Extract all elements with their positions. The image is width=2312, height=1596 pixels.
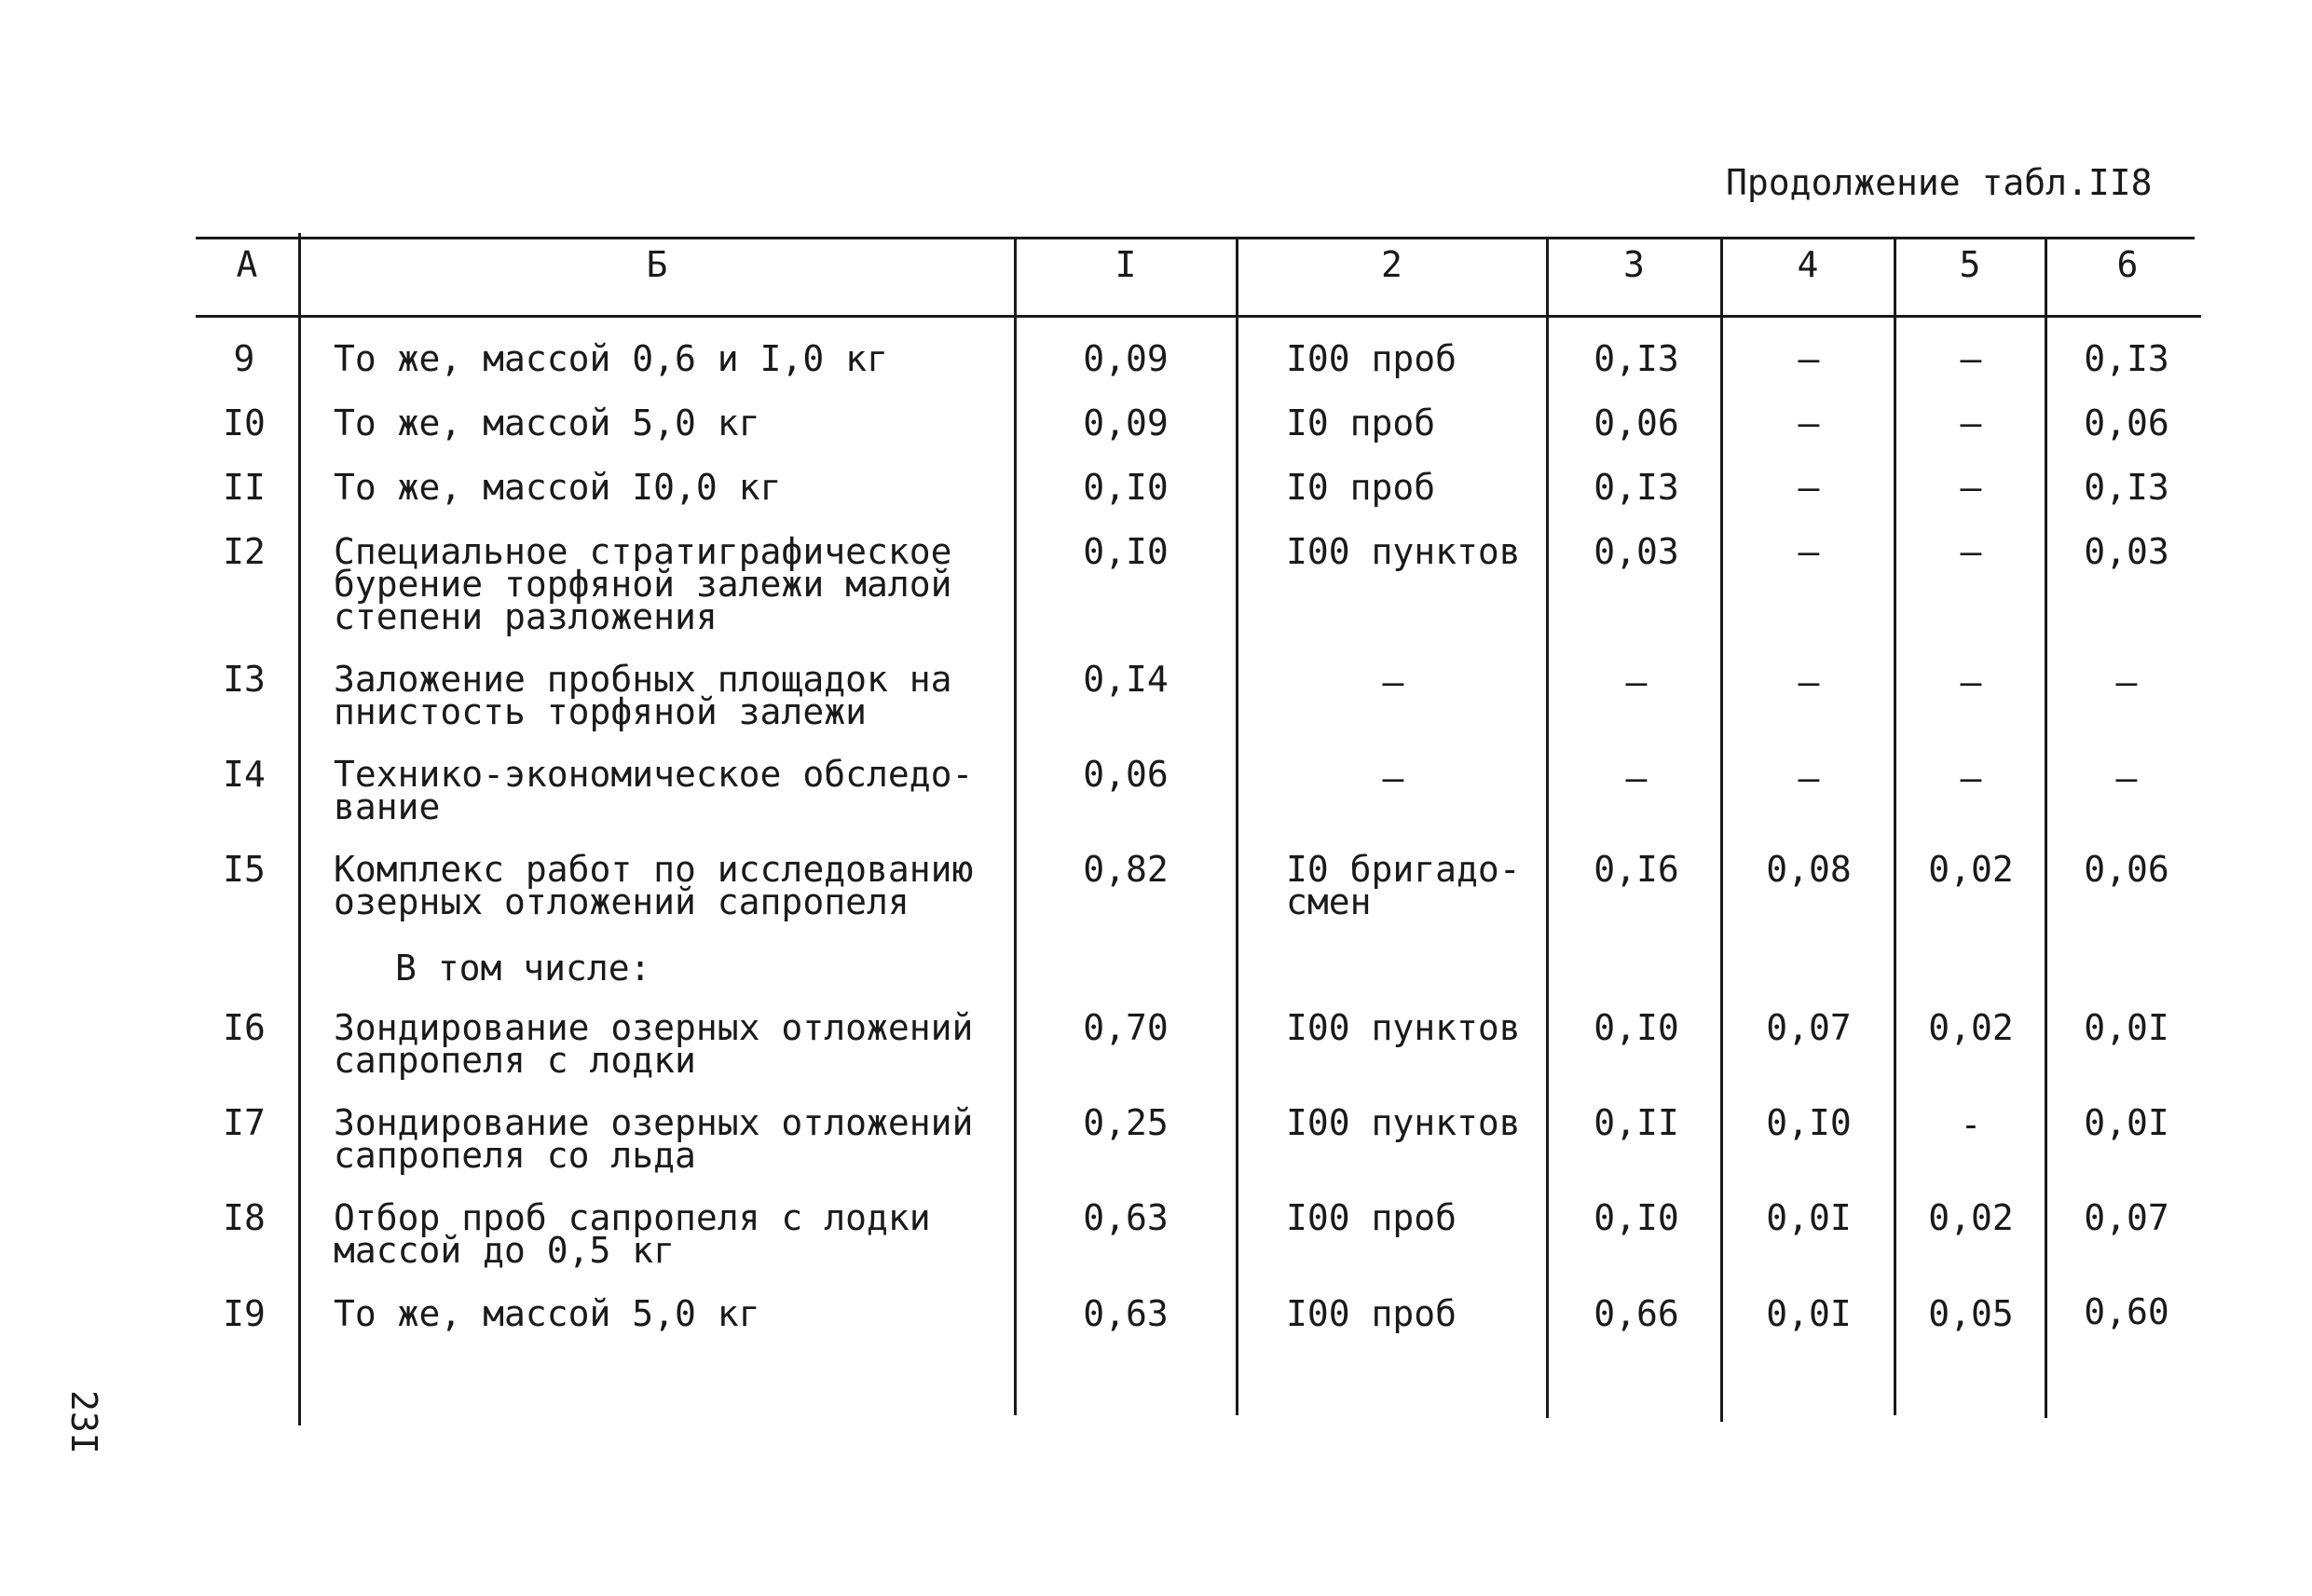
value-col-1: 0,63 bbox=[1083, 1197, 1169, 1238]
row-number: I3 bbox=[223, 659, 266, 700]
column-divider bbox=[1236, 237, 1238, 1415]
column-divider bbox=[1014, 237, 1017, 1415]
work-description: То же, массой 5,0 кг bbox=[334, 1293, 760, 1334]
header-cell: I bbox=[1115, 244, 1137, 285]
column-divider bbox=[1546, 237, 1549, 1418]
value-col-5: 0,02 bbox=[1928, 1197, 2014, 1238]
value-col-3: 0,I3 bbox=[1594, 467, 1679, 508]
value-col-3: 0,I0 bbox=[1594, 1007, 1679, 1048]
value-col-5: 0,02 bbox=[1928, 849, 2014, 890]
value-col-1: 0,82 bbox=[1083, 849, 1169, 890]
header-cell: А bbox=[236, 244, 258, 285]
value-col-3: 0,66 bbox=[1594, 1293, 1679, 1334]
row-number: I0 bbox=[223, 402, 266, 443]
work-description: То же, массой I0,0 кг bbox=[334, 467, 782, 508]
work-description: Специальное стратиграфическое бурение торфяной залежи малой степени разложения bbox=[334, 531, 952, 637]
unit-col-2: I00 пунктов bbox=[1286, 1102, 1521, 1143]
value-col-6: 0,06 bbox=[2084, 402, 2169, 443]
value-col-1: 0,I0 bbox=[1083, 531, 1169, 572]
work-description: Комплекс работ по исследованию озерных отложений сапропеля bbox=[334, 849, 974, 922]
value-col-3: – bbox=[1625, 662, 1648, 703]
value-col-4: – bbox=[1798, 467, 1820, 508]
header-cell: 4 bbox=[1797, 244, 1819, 285]
value-col-1: 0,I0 bbox=[1083, 467, 1169, 508]
value-col-4: 0,I0 bbox=[1766, 1102, 1852, 1143]
unit-col-2: – bbox=[1382, 757, 1404, 798]
value-col-1: 0,06 bbox=[1083, 754, 1169, 795]
value-col-3: – bbox=[1625, 757, 1648, 798]
work-description: Технико-экономическое обследо- вание bbox=[334, 754, 974, 827]
value-col-4: 0,07 bbox=[1766, 1007, 1852, 1048]
value-col-3: 0,I0 bbox=[1594, 1197, 1679, 1238]
table-caption: Продолжение табл.II8 bbox=[1726, 162, 2153, 203]
value-col-4: 0,08 bbox=[1766, 849, 1852, 890]
value-col-3: 0,I6 bbox=[1594, 849, 1679, 890]
value-col-6: 0,03 bbox=[2084, 531, 2169, 572]
work-description: То же, массой 5,0 кг bbox=[334, 402, 760, 443]
value-col-5: – bbox=[1960, 757, 1982, 798]
value-col-5: 0,02 bbox=[1928, 1007, 2014, 1048]
value-col-3: 0,I3 bbox=[1594, 338, 1679, 379]
value-col-5: – bbox=[1960, 338, 1982, 379]
value-col-6: – bbox=[2115, 757, 2138, 798]
work-description: Отбор проб сапропеля с лодки массой до 0,5 кг bbox=[334, 1197, 931, 1271]
value-col-1: 0,63 bbox=[1083, 1293, 1169, 1334]
row-number: I2 bbox=[223, 531, 266, 572]
row-number: I6 bbox=[223, 1007, 266, 1048]
unit-col-2: I0 проб bbox=[1286, 402, 1436, 443]
value-col-5: – bbox=[1960, 467, 1982, 508]
value-col-1: 0,25 bbox=[1083, 1102, 1169, 1143]
value-col-5: – bbox=[1960, 531, 1982, 572]
unit-col-2: – bbox=[1382, 662, 1404, 703]
value-col-3: 0,06 bbox=[1594, 402, 1679, 443]
unit-col-2: I00 пунктов bbox=[1286, 531, 1521, 572]
value-col-6: 0,60 bbox=[2084, 1291, 2169, 1332]
row-number: I8 bbox=[223, 1197, 266, 1238]
value-col-4: 0,0I bbox=[1766, 1293, 1852, 1334]
column-divider bbox=[298, 233, 301, 1425]
value-col-6: 0,0I bbox=[2084, 1102, 2169, 1143]
unit-col-2: I00 проб bbox=[1286, 1293, 1457, 1334]
value-col-1: 0,I4 bbox=[1083, 659, 1169, 700]
value-col-5: - bbox=[1960, 1104, 1982, 1145]
unit-col-2: I00 проб bbox=[1286, 338, 1457, 379]
subheading: В том числе: bbox=[395, 948, 651, 989]
value-col-4: – bbox=[1798, 531, 1820, 572]
value-col-5: – bbox=[1960, 402, 1982, 443]
unit-col-2: I00 проб bbox=[1286, 1197, 1457, 1238]
value-col-6: 0,0I bbox=[2084, 1007, 2169, 1048]
value-col-1: 0,70 bbox=[1083, 1007, 1169, 1048]
row-number: I9 bbox=[223, 1293, 266, 1334]
value-col-6: 0,07 bbox=[2084, 1197, 2169, 1238]
value-col-5: – bbox=[1960, 662, 1982, 703]
work-description: Зондирование озерных отложений сапропеля с лодки bbox=[334, 1007, 974, 1081]
value-col-3: 0,03 bbox=[1594, 531, 1679, 572]
value-col-6: 0,I3 bbox=[2084, 338, 2169, 379]
value-col-5: 0,05 bbox=[1928, 1293, 2014, 1334]
value-col-6: 0,06 bbox=[2084, 849, 2169, 890]
row-number: I4 bbox=[223, 754, 266, 795]
page-number: 23I bbox=[63, 1390, 104, 1454]
work-description: Зондирование озерных отложений сапропеля со льда bbox=[334, 1102, 974, 1176]
work-description: Заложение пробных площадок на пнистость торфяной залежи bbox=[334, 659, 952, 732]
value-col-4: – bbox=[1798, 338, 1820, 379]
row-number: I5 bbox=[223, 849, 266, 890]
row-number: II bbox=[223, 467, 266, 508]
row-number: 9 bbox=[233, 338, 255, 379]
value-col-6: 0,I3 bbox=[2084, 467, 2169, 508]
value-col-1: 0,09 bbox=[1083, 338, 1169, 379]
unit-col-2: I00 пунктов bbox=[1286, 1007, 1521, 1048]
value-col-4: 0,0I bbox=[1766, 1197, 1852, 1238]
value-col-4: – bbox=[1798, 662, 1820, 703]
row-number: I7 bbox=[223, 1102, 266, 1143]
value-col-6: – bbox=[2115, 662, 2138, 703]
work-description: То же, массой 0,6 и I,0 кг bbox=[334, 338, 888, 379]
unit-col-2: I0 бригадо- смен bbox=[1286, 849, 1521, 922]
header-cell: 5 bbox=[1959, 244, 1981, 285]
value-col-3: 0,II bbox=[1594, 1102, 1679, 1143]
unit-col-2: I0 проб bbox=[1286, 467, 1436, 508]
table-header-rule bbox=[196, 315, 2201, 318]
header-cell: 3 bbox=[1623, 244, 1645, 285]
header-cell: 2 bbox=[1381, 244, 1402, 285]
value-col-1: 0,09 bbox=[1083, 402, 1169, 443]
value-col-4: – bbox=[1798, 402, 1820, 443]
header-cell: Б bbox=[646, 244, 668, 285]
header-cell: 6 bbox=[2116, 244, 2139, 285]
value-col-4: – bbox=[1798, 757, 1820, 798]
